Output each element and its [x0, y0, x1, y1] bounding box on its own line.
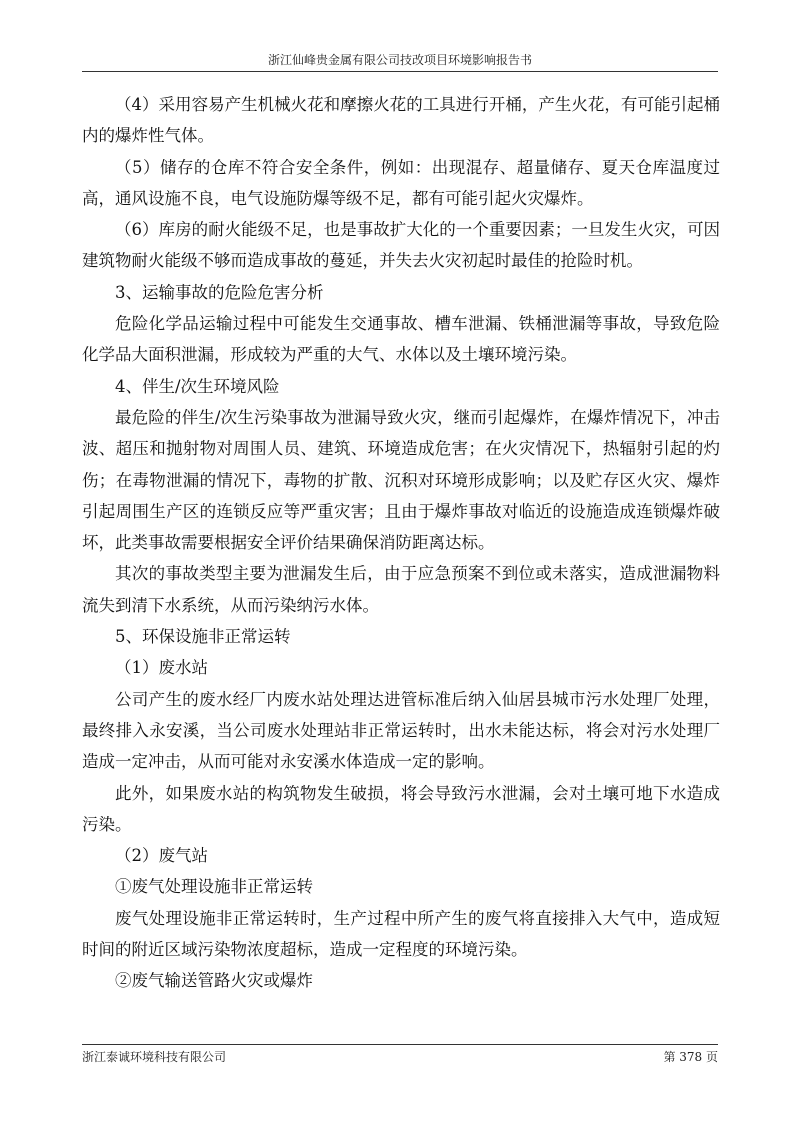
- page-header: 浙江仙峰贵金属有限公司技改项目环境影响报告书: [267, 53, 532, 67]
- footer-divider: [82, 1044, 718, 1045]
- section-heading: 5、环保设施非正常运转: [115, 627, 291, 647]
- paragraph: 危险化学品运输过程中可能发生交通事故、槽车泄漏、铁桶泄漏等事故，导致危险化学品大面积泄漏，形成较为严重的大气、水体以及土壤环境污染。: [82, 314, 720, 365]
- footer-company: 浙江泰诚环境科技有限公司: [82, 1050, 227, 1064]
- paragraph: 公司产生的废水经厂内废水站处理达进管标准后纳入仙居县城市污水处理厂处理，最终排入永安溪，当公司废水处理站非正常运转时，出水未能达标，将会对污水处理厂造成一定冲击，从而可能对永安溪水体造成一定的影响。: [82, 689, 720, 772]
- item-heading: ②废气输送管路火灾或爆炸: [115, 971, 313, 991]
- paragraph: （4）采用容易产生机械火花和摩擦火花的工具进行开桶，产生火花，有可能引起桶内的爆炸性气体。: [82, 95, 720, 146]
- paragraph: 此外，如果废水站的构筑物发生破损，将会导致污水泄漏，会对土壤可地下水造成污染。: [82, 783, 720, 834]
- paragraph: 废气处理设施非正常运转时，生产过程中所产生的废气将直接排入大气中，造成短时间的附近区域污染物浓度超标，造成一定程度的环境污染。: [82, 908, 720, 960]
- paragraph: 其次的事故类型主要为泄漏发生后，由于应急预案不到位或未落实，造成泄漏物料流失到清下水系统，从而污染纳污水体。: [82, 564, 720, 615]
- section-heading: 4、伴生/次生环境风险: [115, 376, 280, 396]
- paragraph: （6）库房的耐火能级不足，也是事故扩大化的一个重要因素；一旦发生火灾，可因建筑物耐火能级不够而造成事故的蔓延，并失去火灾初起时最佳的抢险时机。: [82, 220, 720, 271]
- paragraph: （5）储存的仓库不符合安全条件，例如：出现混存、超量储存、夏天仓库温度过高，通风设施不良，电气设施防爆等级不足，都有可能引起火灾爆炸。: [82, 157, 720, 208]
- subsection-heading: （2）废气站: [115, 846, 208, 866]
- subsection-heading: （1）废水站: [115, 658, 208, 678]
- paragraph: 最危险的伴生/次生污染事故为泄漏导致火灾，继而引起爆炸，在爆炸情况下，冲击波、超压和抛射物对周围人员、建筑、环境造成危害；在火灾情况下，热辐射引起的灼伤；在毒物泄漏的情况下，毒物的扩散、沉积对环境形成影响；以及贮存区火灾、爆炸引起周围生产区的连锁反应等严重灾害；且由于爆炸事故对临近的设施造成连锁爆炸破坏，此类事故需要根据安全评价结果确保消防距离达标。: [82, 407, 720, 553]
- page-body: [82, 89, 720, 997]
- header-divider: [82, 71, 718, 72]
- section-heading: 3、运输事故的危险危害分析: [115, 282, 324, 302]
- item-heading: ①废气处理设施非正常运转: [115, 877, 313, 897]
- page-number: 第 378 页: [663, 1050, 718, 1064]
